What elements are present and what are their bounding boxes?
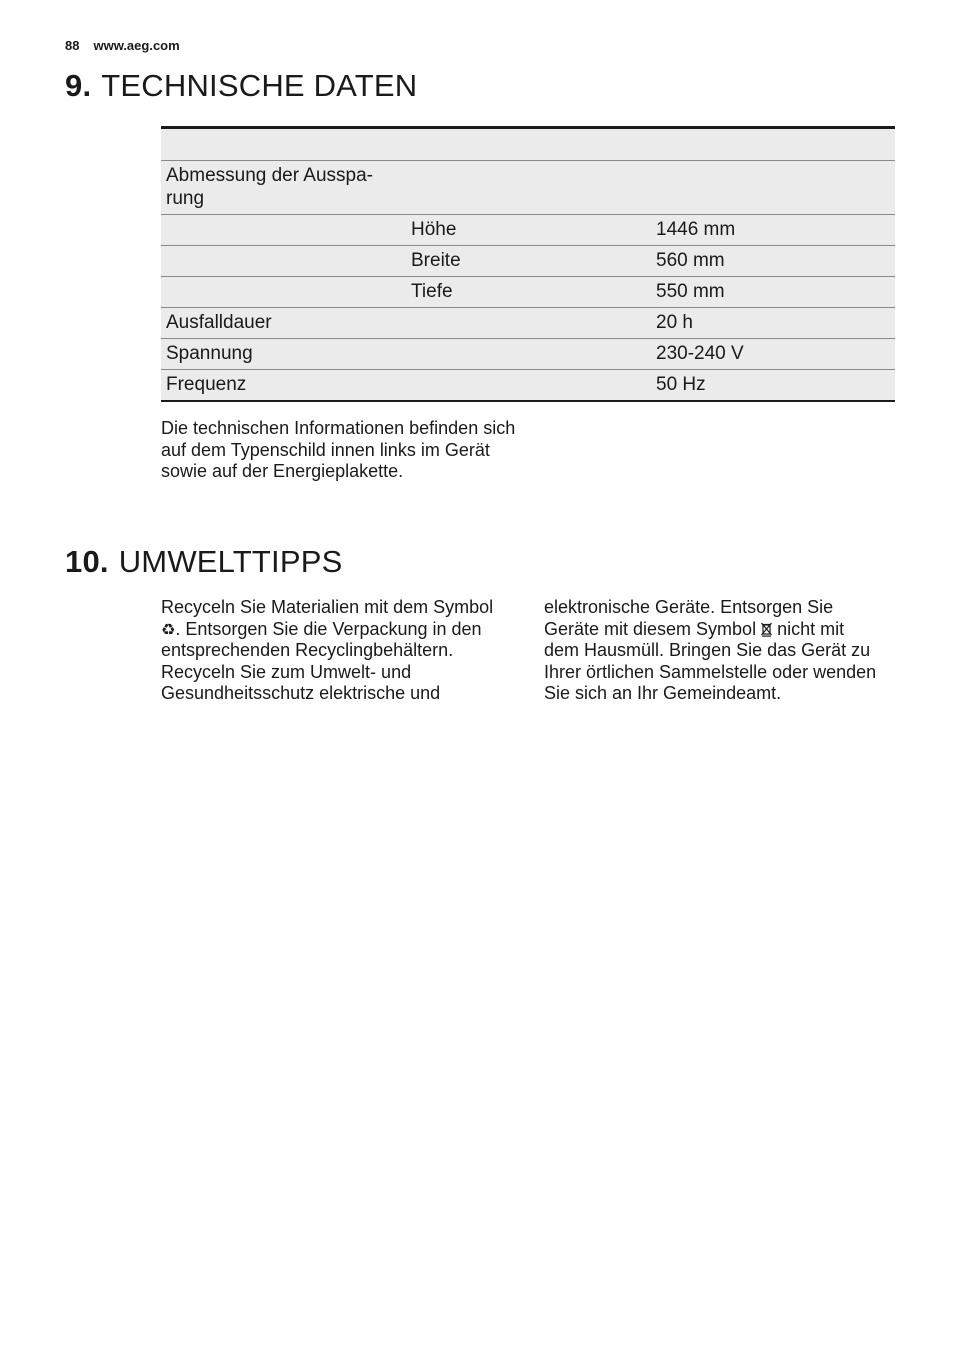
- table-cell: [406, 308, 651, 339]
- table-cell: [406, 161, 651, 215]
- table-row: [161, 339, 895, 370]
- table-cell: Höhe: [406, 215, 651, 246]
- table-cell: 50 Hz: [651, 370, 895, 402]
- table-row: [161, 277, 895, 308]
- table-cell: [406, 370, 651, 402]
- table-cell: 1446 mm: [651, 215, 895, 246]
- table-cell: Tiefe: [406, 277, 651, 308]
- table-row: [161, 308, 895, 339]
- text-segment: nicht mit dem Hausmüll. Bringen Sie das Gerät zu Ihrer örtlichen Sammelstelle oder wenden Sie sich an Ihr Gemeindeamt.: [544, 618, 877, 703]
- table-cell: [161, 215, 406, 246]
- table-cell: [406, 339, 651, 370]
- technical-data-note: Die technischen Informationen befinden sich auf dem Typenschild innen links im Gerät sowie auf der Energieplakette.: [161, 418, 516, 481]
- table-row: [161, 215, 895, 246]
- table-cell: Abmessung der Ausspa- rung: [161, 161, 406, 215]
- environment-text-left: [161, 597, 511, 705]
- website-link[interactable]: www.aeg.com: [93, 38, 180, 53]
- environment-text-right: [544, 597, 884, 705]
- section-number: 10.: [65, 544, 109, 579]
- table-cell: Frequenz: [161, 370, 406, 402]
- table-cell: [161, 277, 406, 308]
- section-number: 9.: [65, 68, 92, 103]
- text-segment: Recyceln Sie Materialien mit dem Symbol: [161, 597, 494, 617]
- section-title-environment-tips: [65, 544, 343, 580]
- page-number: 88: [65, 38, 80, 53]
- table-header-row: [161, 128, 895, 161]
- table-cell: 230-240 V: [651, 339, 895, 370]
- table-cell: Ausfalldauer: [161, 308, 406, 339]
- technical-data-table: [161, 126, 895, 402]
- table-cell: [651, 161, 895, 215]
- table-cell: 20 h: [651, 308, 895, 339]
- section-title-text: TECHNISCHE DATEN: [101, 68, 418, 103]
- table-cell: [161, 246, 406, 277]
- section-title-technical-data: [65, 68, 417, 104]
- table-cell: 560 mm: [651, 246, 895, 277]
- table-cell: Spannung: [161, 339, 406, 370]
- table-cell: 550 mm: [651, 277, 895, 308]
- table-row: [161, 161, 895, 215]
- text-segment: Recyceln Sie zum Umwelt- und Gesundheitsschutz elektrische und: [161, 661, 441, 703]
- page-header: [65, 38, 180, 53]
- recycling-icon: ♻: [161, 621, 176, 639]
- table-cell: Breite: [406, 246, 651, 277]
- table-row: [161, 370, 895, 402]
- crossed-bin-icon: [761, 622, 772, 637]
- table-row: [161, 246, 895, 277]
- section-title-text: UMWELTTIPPS: [118, 544, 343, 579]
- text-segment: elektronische Geräte. Entsorgen Sie Geräte mit diesem Symbol: [544, 597, 834, 639]
- text-segment: . Entsorgen Sie die Verpackung in den entsprechenden Recyclingbehältern.: [161, 618, 482, 660]
